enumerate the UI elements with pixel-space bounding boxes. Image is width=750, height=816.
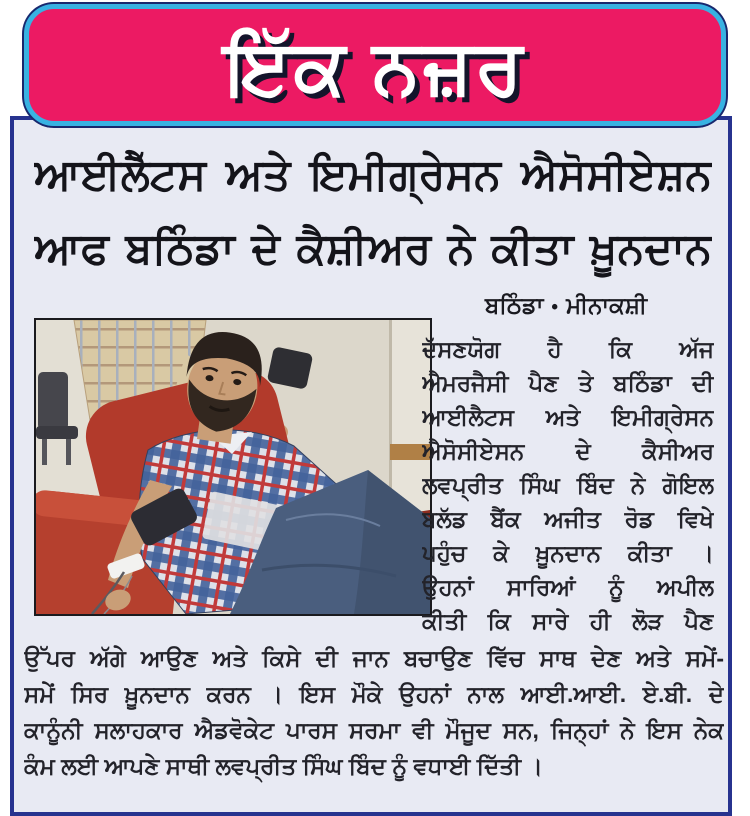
article-photo (34, 318, 432, 616)
bottom-line: ਕੰਮ ਲਈ ਆਪਣੇ ਸਾਥੀ ਲਵਪ੍ਰੀਤ ਸਿੰਘ ਬਿੰਦ ਨੂੰ ਵਧਾਈ ਦਿੱਤੀ । (24, 753, 543, 779)
body-line: ਪਹੁੰਚ ਕੇ ਖ਼ੂਨਦਾਨ ਕੀਤਾ । (422, 540, 714, 566)
body-line: ਆਈਲੈਟਸ ਅਤੇ ਇਮੀਗ੍ਰੇਸਨ (422, 404, 714, 430)
article-frame (10, 116, 732, 816)
bottom-line: ਸਮੇਂ ਸਿਰ ਖ਼ੂਨਦਾਨ ਕਰਨ । ਇਸ ਮੌਕੇ ਉਹਨਾਂ ਨਾਲ ਆਈ.ਆਈ. ਏ.ਬੀ. ਦੇ (24, 681, 724, 707)
bottom-line: ਉੱਪਰ ਅੱਗੇ ਆਉਣ ਅਤੇ ਕਿਸੇ ਦੀ ਜਾਨ ਬਚਾਉਣ ਵਿੱਚ ਸਾਥ ਦੇਣ ਅਤੇ ਸਮੇਂ- (24, 645, 724, 671)
byline-location: ਬਠਿੰਡਾ (485, 292, 544, 318)
body-line: ਉਹਨਾਂ ਸਾਰਿਆਂ ਨੂੰ ਅਪੀਲ (422, 574, 714, 600)
body-line: ਬਲੱਡ ਬੈਂਕ ਅਜੀਤ ਰੋਡ ਵਿਖੇ (422, 506, 714, 532)
blood-donation-photo (36, 320, 430, 614)
body-column (422, 332, 714, 638)
section-banner (24, 4, 726, 126)
headline-line-1: ਆਈਲੈੱਟਸ ਅਤੇ ਇਮੀਗ੍ਰੇਸਨ ਐਸੋਸੀਏਸ਼ਨ (34, 151, 712, 199)
bottom-line: ਕਾਨੂੰਨੀ ਸਲਾਹਕਾਰ ਐਡਵੋਕੇਟ ਪਾਰਸ ਸਰਮਾ ਵੀ ਮੌਜੂਦ ਸਨ, ਜਿਨ੍ਹਾਂ ਨੇ ਇਸ ਨੇਕ (24, 717, 724, 743)
banner-title: ਇੱਕ ਨਜ਼ਰ (224, 25, 526, 110)
article-headline (34, 140, 712, 288)
bullet-separator: • (551, 297, 559, 318)
byline-reporter: ਮੀਨਾਕਸ਼ੀ (566, 292, 647, 318)
bottom-paragraph (24, 640, 724, 784)
body-line: ਕੀਤੀ ਕਿ ਸਾਰੇ ਹੀ ਲੋੜ ਪੈਣ (422, 608, 714, 634)
headline-line-2: ਆਫ ਬਠਿੰਡਾ ਦੇ ਕੈਸ਼ੀਅਰ ਨੇ ਕੀਤਾ ਖ਼ੂਨਦਾਨ (34, 225, 712, 273)
byline (420, 292, 712, 319)
body-line: ਲਵਪ੍ਰੀਤ ਸਿੰਘ ਬਿੰਦ ਨੇ ਗੋਇਲ (422, 472, 714, 498)
body-line: ਐਸੋਸੀਏਸਨ ਦੇ ਕੈਸੀਅਰ (422, 438, 714, 464)
body-line: ਐਮਰਜੈਸੀ ਪੈਣ ਤੇ ਬਠਿੰਡਾ ਦੀ (422, 370, 714, 396)
body-line: ਦੱਸਣਯੋਗ ਹੈ ਕਿ ਅੱਜ (422, 336, 714, 362)
